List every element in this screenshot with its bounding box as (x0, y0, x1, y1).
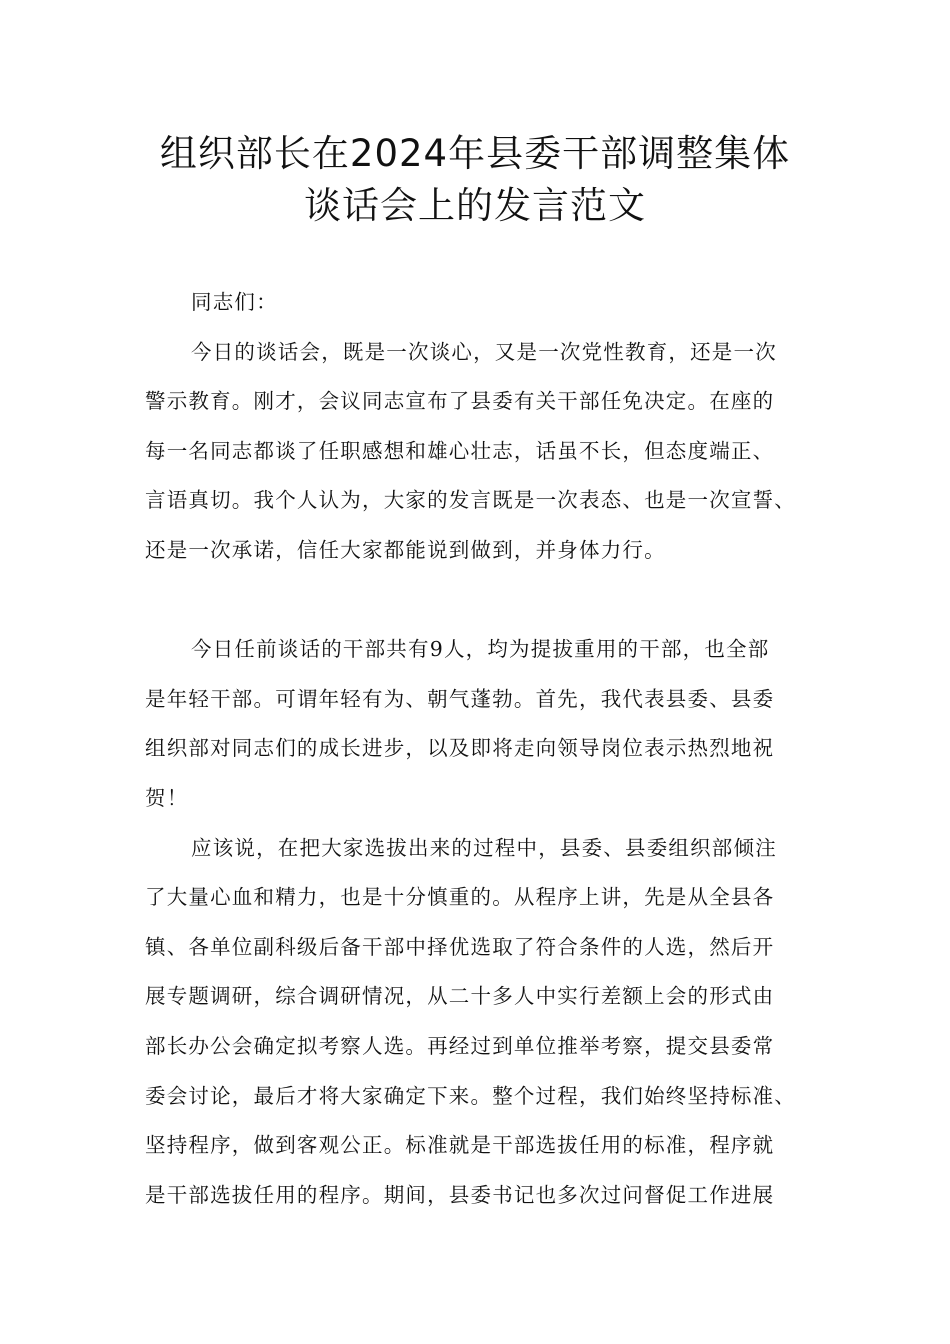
paragraph-1-line: 警示教育。刚才，会议同志宣布了县委有关干部任免决定。在座的 (145, 389, 775, 414)
paragraph-3-line: 了大量心血和精力，也是十分慎重的。从程序上讲，先是从全县各 (145, 885, 775, 910)
paragraph-1-line: 言语真切。我个人认为，大家的发言既是一次表态、也是一次宣誓、 (145, 488, 796, 513)
document-body (145, 278, 825, 1220)
title-line-1: 组织部长在2024年县委干部调整集体 (159, 132, 791, 175)
paragraph-3-line: 镇、各单位副科级后备干部中择优选取了符合条件的人选，然后开 (145, 934, 775, 959)
paragraph-3-line: 坚持程序，做到客观公正。标准就是干部选拔任用的标准，程序就 (145, 1133, 775, 1158)
paragraph-2-line: 组织部对同志们的成长进步，以及即将走向领导岗位表示热烈地祝 (145, 736, 775, 761)
paragraph-3-line: 展专题调研，综合调研情况，从二十多人中实行差额上会的形式由 (145, 984, 775, 1009)
salutation: 同志们： (191, 290, 278, 314)
paragraph-3-line: 部长办公会确定拟考察人选。再经过到单位推举考察，提交县委常 (145, 1033, 775, 1058)
paragraph-1-line: 今日的谈话会，既是一次谈心，又是一次党性教育，还是一次 (191, 339, 777, 364)
paragraph-1-line: 还是一次承诺，信任大家都能说到做到，并身体力行。 (145, 537, 666, 562)
paragraph-1-line: 每一名同志都谈了任职感想和雄心壮志，话虽不长，但态度端正、 (145, 438, 775, 463)
paragraph-2-line: 是年轻干部。可谓年轻有为、朝气蓬勃。首先，我代表县委、县委 (145, 686, 775, 711)
paragraph-3-line: 应该说，在把大家选拔出来的过程中，县委、县委组织部倾注 (191, 835, 777, 860)
title-line-2: 谈话会上的发言范文 (304, 184, 646, 227)
paragraph-gap (145, 576, 825, 626)
paragraph-3-line: 是干部选拔任用的程序。期间，县委书记也多次过问督促工作进展 (145, 1182, 775, 1207)
paragraph-2-line: 今日任前谈话的干部共有9人，均为提拔重用的干部，也全部 (191, 637, 770, 662)
paragraph-2-line: 贺！ (145, 785, 189, 810)
document-title (0, 128, 950, 232)
paragraph-3-line: 委会讨论，最后才将大家确定下来。整个过程，我们始终坚持标准、 (145, 1083, 796, 1108)
